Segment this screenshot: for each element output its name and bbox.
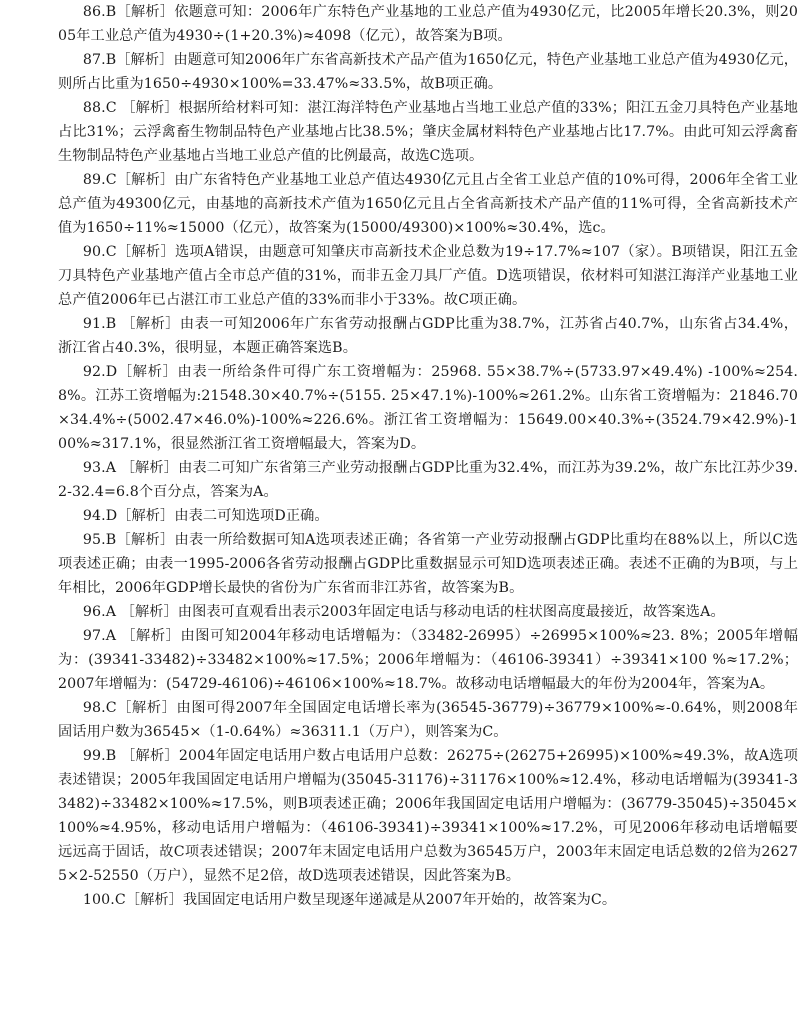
answer-94: 94.D［解析］由表二可知选项D正确。 <box>82 508 329 524</box>
answer-99: 99.B ［解析］2004年固定电话用户数占电话用户总数：26275÷(26275+26995)×100%≈49.3%，故A选项表述错误；2005年我国固定电话用户增幅为(35045-31176)÷31176×100%≈12.4%，移动电话增幅为(39341-33482)÷33482×100%≈17.5%，则B项表述正确；2006年我国固定电话用户增幅为：(36779-35045)÷35045×100%≈4.95%，移动电话用户增幅为：（46106-39341)÷39341×100%≈17.2%，可见2006年移动电话增幅要远远高于固话，故C项表述错误；2007年末固定电话用户总数为36545万户，2003年末固定电话总数的2倍为26275×2-52550（万户），显然不足2倍，故D选项表述错误，因此答案为B。 <box>58 748 798 884</box>
answer-90: 90.C［解析］选项A错误，由题意可知肇庆市高新技术企业总数为19÷17.7%≈107（家）。B项错误，阳江五金刀具特色产业基地产值占全市总产值的31%，而非五金刀具厂产值。D选项错误，依材料可知湛江海洋产业基地工业总产值2006年已占湛江市工业总产值的33%而非小于33%。故C项正确。 <box>58 244 798 308</box>
answer-92: 92.D［解析］由表一所给条件可得广东工资增幅为：25968. 55×38.7%÷(5733.97×49.4%) -100%≈254.8%。江苏工资增幅为:21548.30×40.7%÷(5155. 25×47.1%)-100%≈261.2%。山东省工资增幅为：21846.70×34.4%÷(5002.47×46.0%)-100%≈226.6%。浙江省工资增幅为：15649.00×40.3%÷(3524.79×42.9%)-100%≈317.1%，很显然浙江省工资增幅最大，答案为D。 <box>58 364 798 452</box>
answer-95: 95.B［解析］由表一所给数据可知A选项表述正确；各省第一产业劳动报酬占GDP比重均在88%以上，所以C选项表述正确；由表一1995-2006各省劳动报酬占GDP比重数据显示可知D选项表述正确。表述不正确的为B项，与上年相比，2006年GDP增长最快的省份为广东省而非江苏省，故答案为B。 <box>58 532 798 596</box>
answer-91: 91.B ［解析］由表一可知2006年广东省劳动报酬占GDP比重为38.7%，江苏省占40.7%，山东省占34.4%，浙江省占40.3%，很明显，本题正确答案选B。 <box>58 316 798 356</box>
answer-88: 88.C ［解析］根据所给材料可知：湛江海洋特色产业基地占当地工业总产值的33%；阳江五金刀具特色产业基地占比31%；云浮禽畜生物制品特色产业基地占比38.5%；肇庆金属材料特色产业基地占比17.7%。由此可知云浮禽畜生物制品特色产业基地占当地工业总产值的比例最高，故选C选项。 <box>58 100 798 164</box>
answer-97: 97.A ［解析］由图可知2004年移动电话增幅为：（33482-26995）÷26995×100%≈23. 8%；2005年增幅为：(39341-33482)÷33482×100%≈17.5%；2006年增幅为：（46106-39341）÷39341×100 %≈17.2%；2007年增幅为：(54729-46106)÷46106×100%≈18.7%。故移动电话增幅最大的年份为2004年，答案为A。 <box>58 628 798 692</box>
answer-86: 86.B［解析］依题意可知：2006年广东特色产业基地的工业总产值为4930亿元，比2005年增长20.3%，则2005年工业总产值为4930÷(1+20.3%)≈4098（亿元），故答案为B项。 <box>58 4 798 44</box>
answer-93: 93.A ［解析］由表二可知广东省第三产业劳动报酬占GDP比重为32.4%，而江苏为39.2%，故广东比江苏少39.2-32.4=6.8个百分点，答案为A。 <box>58 460 798 500</box>
answer-89: 89.C［解析］由广东省特色产业基地工业总产值达4930亿元且占全省工业总产值的10%可得，2006年全省工业总产值为49300亿元，由基地的高新技术产值为1650亿元且占全省高新技术产品产值的11%可得，全省高新技术产值为1650÷11%≈15000（亿元），故答案为(15000/49300)×100%≈30.4%，选c。 <box>58 172 798 236</box>
answer-explanations <box>58 0 798 912</box>
answer-98: 98.C［解析］由图可得2007年全国固定电话增长率为(36545-36779)÷36779×100%≈-0.64%，则2008年固话用户数为36545×（1-0.64%）≈36311.1（万户），则答案为C。 <box>58 700 798 740</box>
answer-96: 96.A ［解析］由图表可直观看出表示2003年固定电话与移动电话的柱状图高度最接近，故答案选A。 <box>82 604 725 620</box>
answer-100: 100.C［解析］我国固定电话用户数呈现逐年递减是从2007年开始的，故答案为C。 <box>82 892 617 908</box>
answer-87: 87.B［解析］由题意可知2006年广东省高新技术产品产值为1650亿元，特色产业基地工业总产值为4930亿元，则所占比重为1650÷4930×100%=33.47%≈33.5%，故B项正确。 <box>58 52 798 92</box>
